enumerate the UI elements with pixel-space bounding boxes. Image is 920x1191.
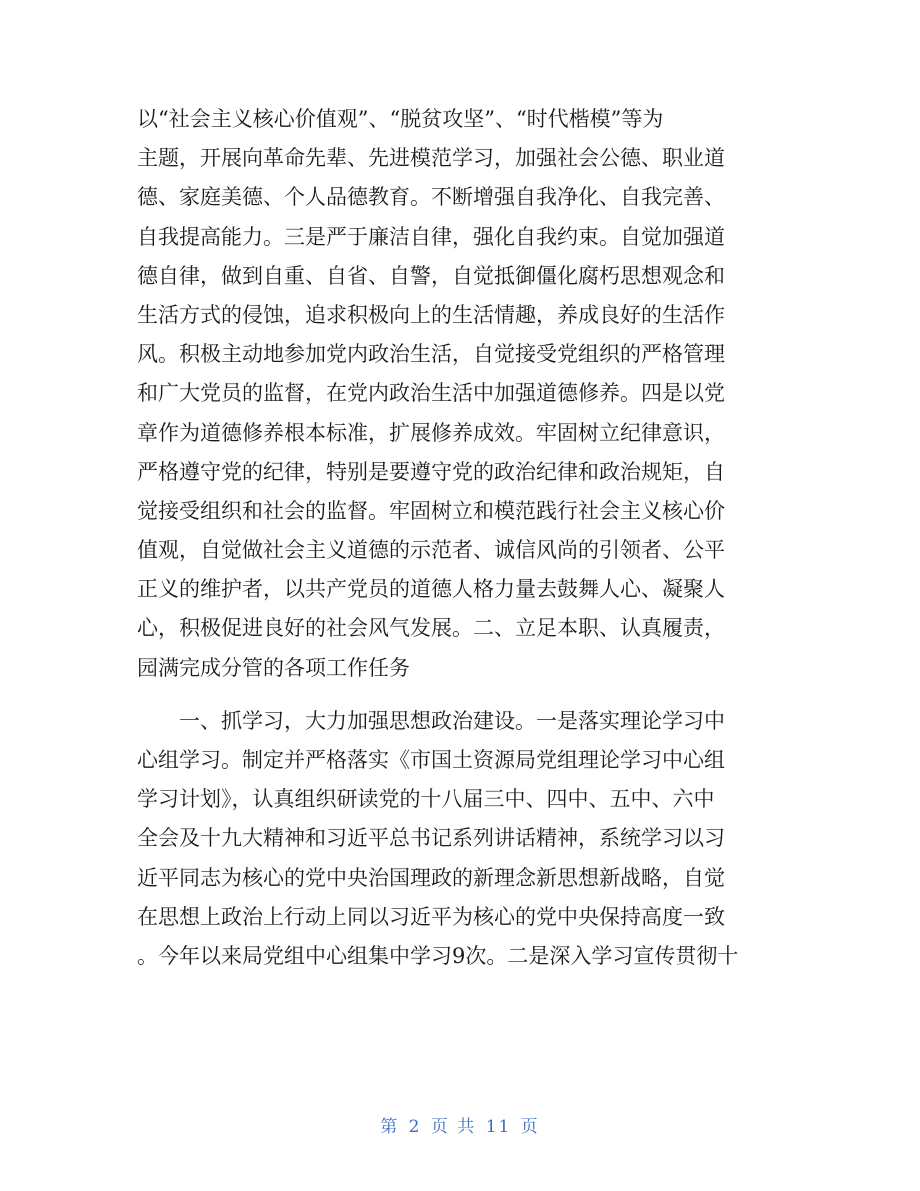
footer-prefix: 第 [380,1117,400,1137]
text-line: 正义的维护者，以共产党员的道德人格力量去鼓舞人心、凝聚人 [137,577,725,602]
text-line: 德自律，做到自重、自省、自警，自觉抵御僵化腐朽思想观念和 [137,263,725,288]
text-line: 园满完成分管的各项工作任务 [137,655,410,680]
text-line: 值观，自觉做社会主义道德的示范者、诚信风尚的引领者、公平 [137,538,725,563]
text-line: 严格遵守党的纪律，特别是要遵守党的政治纪律和政治规矩，自 [137,459,725,484]
footer-page-number: 2 [408,1117,422,1137]
text-line: 一、抓学习，大力加强思想政治建设。一是落实理论学习中 [137,708,725,733]
paragraph-gap [137,688,787,702]
text-line: 以“社会主义核心价值观”、“脱贫攻坚”、“时代楷模”等为 [137,107,664,131]
text-line: 。今年以来局党组中心组集中学习9次。二是深入学习宣传贯彻十 [137,943,739,968]
text-line: 心，积极促进良好的社会风气发展。二、立足本职、认真履责， [137,616,725,641]
text-line: 自我提高能力。三是严于廉洁自律，强化自我约束。自觉加强道 [137,224,725,249]
document-body [137,100,787,976]
text-line: 在思想上政治上行动上同以习近平为核心的党中央保持高度一致 [137,904,725,929]
text-line: 学习计划》，认真组织研读党的十八届三中、四中、五中、六中 [137,787,715,812]
text-line: 主题，开展向革命先辈、先进模范学习，加强社会公德、职业道 [137,146,725,171]
text-line: 心组学习。制定并严格落实《市国土资源局党组理论学习中心组 [137,748,725,772]
text-line: 觉接受组织和社会的监督。牢固树立和模范践行社会主义核心价 [137,498,725,523]
text-line: 德、家庭美德、个人品德教育。不断增强自我净化、自我完善、 [137,185,725,210]
text-line: 风。积极主动地参加党内政治生活，自觉接受党组织的严格管理 [137,342,725,367]
text-line: 全会及十九大精神和习近平总书记系列讲话精神，系统学习以习 [137,826,725,851]
page-footer [0,1112,920,1137]
footer-suffix: 页 [520,1117,540,1137]
text-line: 近平同志为核心的党中央治国理政的新理念新思想新战略，自觉 [137,865,725,890]
text-line: 生活方式的侵蚀，追求积极向上的生活情趣，养成良好的生活作 [137,302,725,327]
text-line: 和广大党员的监督，在党内政治生活中加强道德修养。四是以党 [137,381,725,406]
footer-middle: 页 共 [430,1117,477,1137]
footer-total-pages: 11 [485,1117,512,1137]
text-line: 章作为道德修养根本标准，扩展修养成效。牢固树立纪律意识， [137,420,725,445]
